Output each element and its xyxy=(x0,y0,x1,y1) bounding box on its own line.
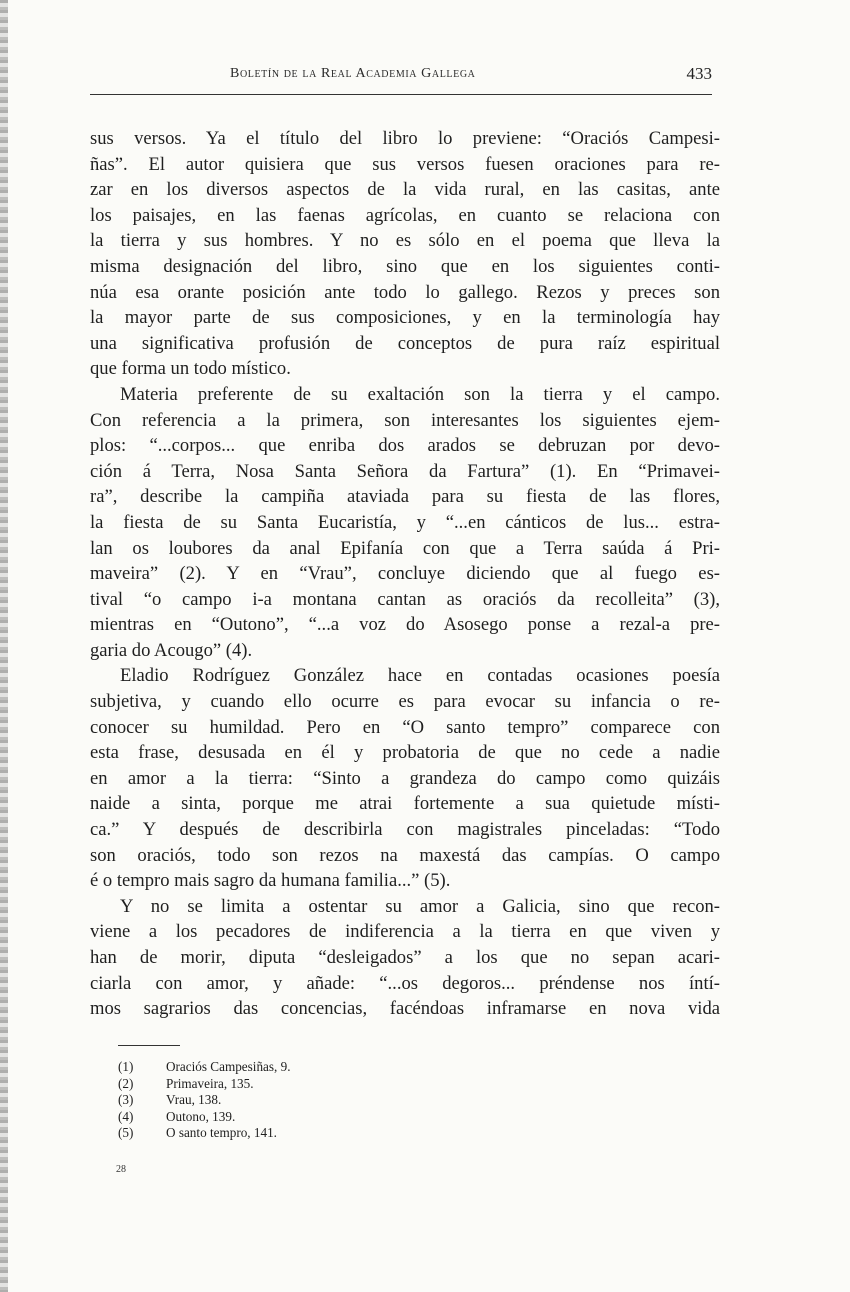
text-line: plos: “...corpos... que enriba dos arados se debruzan por devo- xyxy=(90,435,720,457)
scan-edge-shadow xyxy=(0,0,8,1292)
footnote-number: (2) xyxy=(118,1075,134,1091)
footnote-text: Outono, 139. xyxy=(166,1108,236,1124)
text-line: núa esa orante posición ante todo lo gallego. Rezos y preces son xyxy=(90,281,720,303)
footnote-number: (5) xyxy=(118,1125,134,1140)
footnote xyxy=(118,1109,518,1126)
text-line: los paisajes, en las faenas agrícolas, en cuanto se relaciona con xyxy=(90,204,720,226)
text-line: subjetiva, y cuando ello ocurre es para evocar su infancia o re- xyxy=(90,691,720,713)
text-line: sus versos. Ya el título del libro lo previene: “Oraciós Campesi- xyxy=(90,128,720,149)
footnote-rule xyxy=(118,1045,180,1046)
text-line: zar en los diversos aspectos de la vida rural, en las casitas, ante xyxy=(90,179,720,201)
footnote-text: Oraciós Campesiñas, 9. xyxy=(166,1059,291,1074)
footnote xyxy=(118,1059,518,1076)
text-line: ca.” Y después de describirla con magistrales pinceladas: “Todo xyxy=(90,819,720,841)
text-line: la tierra y sus hombres. Y no es sólo en el poema que lleva la xyxy=(90,230,720,252)
text-line: Eladio Rodríguez González hace en contadas ocasiones poesía xyxy=(120,665,720,687)
text-line: lan os loubores da anal Epifanía con que a Terra saúda á Pri- xyxy=(90,537,720,559)
footnote-text: Vrau, 138. xyxy=(166,1092,222,1107)
footnotes xyxy=(118,1059,518,1142)
footnote xyxy=(118,1125,518,1142)
text-line: naide a sinta, porque me atrai fortemente a sua quietude místi- xyxy=(90,793,720,815)
text-line: ra”, describe la campiña ataviada para su fiesta de las flores, xyxy=(90,486,720,508)
running-header xyxy=(90,62,712,88)
text-line: en amor a la tierra: “Sinto a grandeza do campo como quizáis xyxy=(90,767,720,789)
running-title: Boletín de la Real Academia Gallega xyxy=(230,66,476,81)
text-line: ción á Terra, Nosa Santa Señora da Fartura” (1). En “Primavei- xyxy=(90,460,720,482)
text-line: misma designación del libro, sino que en los siguientes conti- xyxy=(90,255,720,277)
text-line: son oraciós, todo son rezos na maxestá das campías. O campo xyxy=(90,844,720,866)
text-line: conocer su humildad. Pero en “O santo tempro” comparece con xyxy=(90,716,720,738)
text-line: mientras en “Outono”, “...a voz do Asosego ponse a rezal-a pre- xyxy=(90,614,720,636)
text-line: ñas”. El autor quisiera que sus versos fuesen oraciones para re- xyxy=(90,153,720,175)
footnote xyxy=(118,1092,518,1109)
header-rule xyxy=(90,94,712,95)
text-line: ciarla con amor, y añade: “...os degoros... préndense nos íntí- xyxy=(90,972,720,994)
text-line: garia do Acougo” (4). xyxy=(90,639,253,661)
text-line: la mayor parte de sus composiciones, y en la terminología hay xyxy=(90,307,720,329)
text-line: Materia preferente de su exaltación son la tierra y el campo. xyxy=(120,383,720,405)
printer-signature-mark: 28 xyxy=(116,1164,126,1175)
text-line: han de morir, diputa “desleigados” a los que no sepan acari- xyxy=(90,947,720,968)
text-line: esta frase, desusada en él y probatoria de que no cede a nadie xyxy=(90,742,720,764)
footnote xyxy=(118,1076,518,1093)
footnote-number: (1) xyxy=(118,1059,134,1074)
footnote-number: (4) xyxy=(118,1108,134,1124)
page-number: 433 xyxy=(686,64,712,83)
text-line: é o tempro mais sagro da humana familia...” (5). xyxy=(90,870,451,892)
body-text xyxy=(90,126,720,1022)
text-line: Con referencia a la primera, son interesantes los siguientes ejem- xyxy=(90,409,720,431)
text-line: tival “o campo i-a montana cantan as oraciós da recolleita” (3), xyxy=(90,588,720,610)
footnote-text: Primaveira, 135. xyxy=(166,1075,254,1091)
text-line: Y no se limita a ostentar su amor a Galicia, sino que recon- xyxy=(120,895,720,917)
footnote-number: (3) xyxy=(118,1092,134,1107)
text-line: mos sagrarios das concencias, facéndoas inframarse en nova vida xyxy=(90,998,720,1020)
text-line: que forma un todo místico. xyxy=(90,358,291,380)
footnote-text: O santo tempro, 141. xyxy=(166,1125,277,1140)
text-line: viene a los pecadores de indiferencia a la tierra en que viven y xyxy=(90,921,720,943)
text-line: la fiesta de su Santa Eucaristía, y “...en cánticos de lus... estra- xyxy=(90,511,720,533)
text-line: una significativa profusión de conceptos de pura raíz espiritual xyxy=(90,332,720,354)
text-line: maveira” (2). Y en “Vrau”, concluye diciendo que al fuego es- xyxy=(90,563,720,585)
